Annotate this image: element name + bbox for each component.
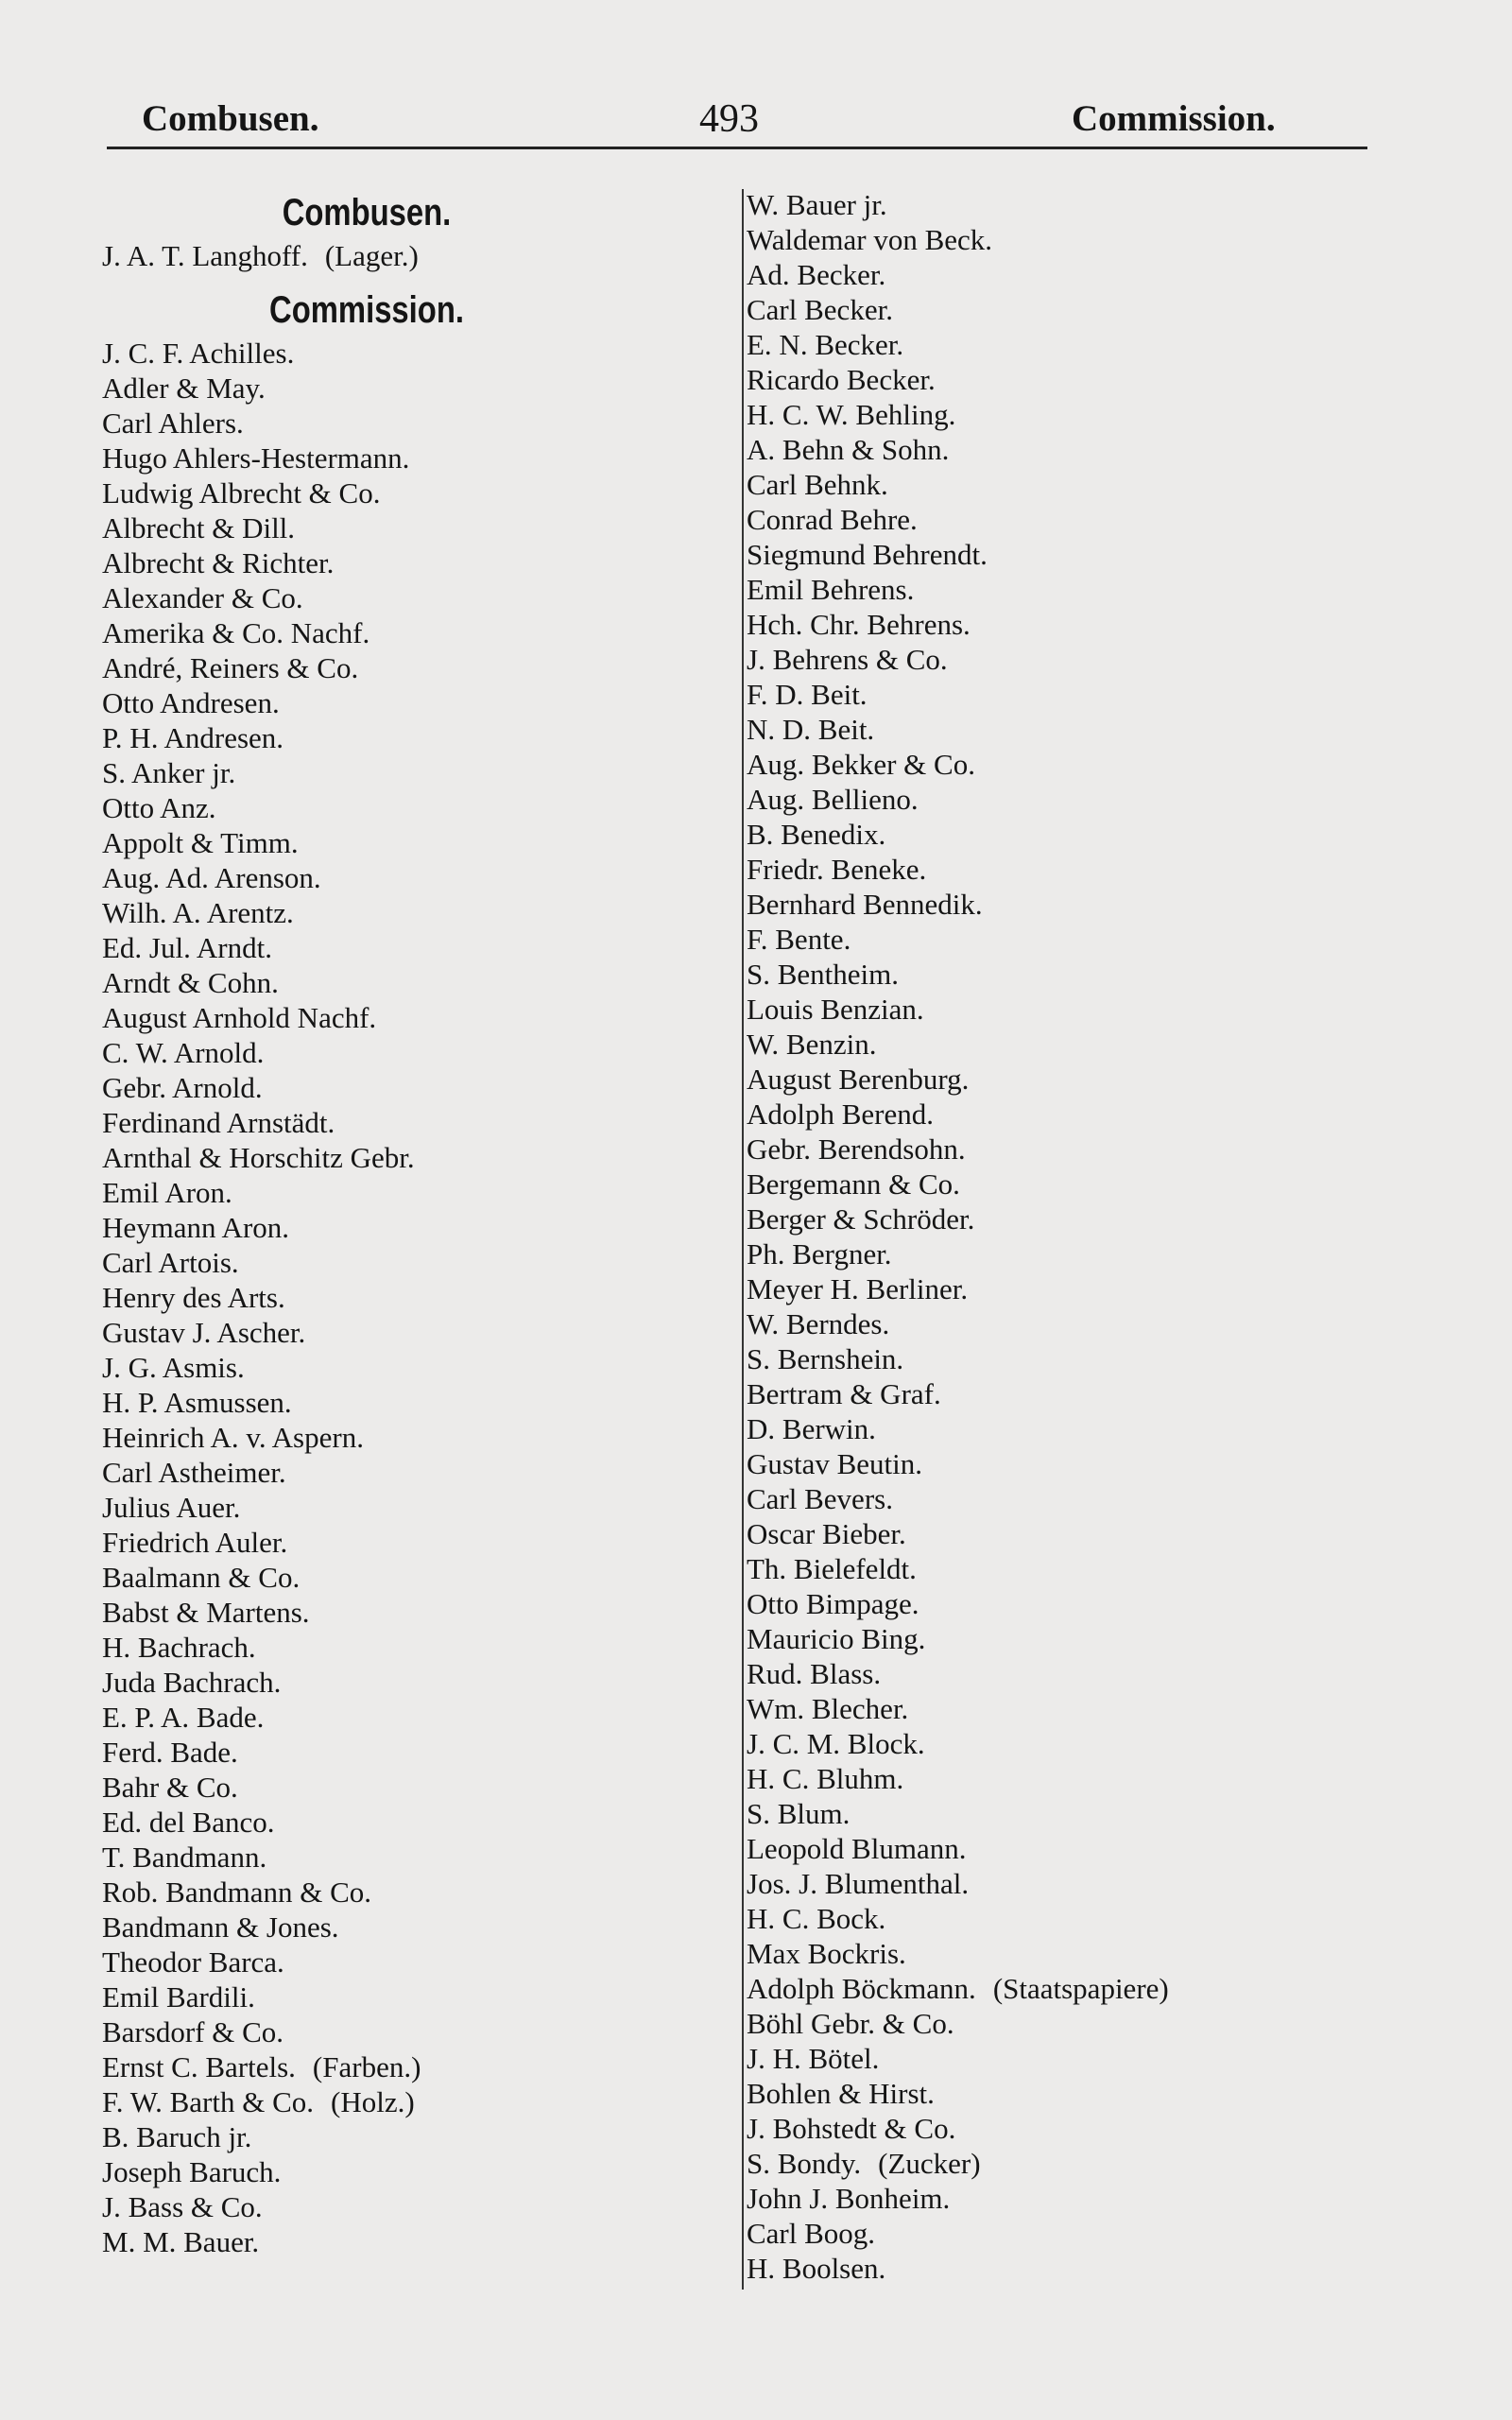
- entry-name: Otto Bimpage.: [747, 1587, 919, 1620]
- entry-name: S. Bernshein.: [747, 1342, 904, 1375]
- entry-name: Emil Aron.: [102, 1176, 232, 1209]
- list-item: [747, 2181, 1465, 2216]
- list-item: [102, 720, 726, 755]
- list-item: [747, 397, 1465, 432]
- entry-name: Gebr. Arnold.: [102, 1071, 263, 1104]
- entry-name: Arnthal & Horschitz Gebr.: [102, 1141, 415, 1174]
- combusen-list: [102, 238, 726, 273]
- list-item: [102, 580, 726, 615]
- list-item: [747, 852, 1465, 887]
- list-item: [747, 712, 1465, 747]
- entry-name: Arndt & Cohn.: [102, 966, 279, 999]
- list-item: [102, 371, 726, 406]
- entry-name: Heinrich A. v. Aspern.: [102, 1421, 364, 1454]
- entry-name: Ed. Jul. Arndt.: [102, 931, 272, 964]
- list-item: [747, 1481, 1465, 1516]
- list-item: [747, 1691, 1465, 1726]
- list-item: [102, 2224, 726, 2259]
- entry-name: Rob. Bandmann & Co.: [102, 1876, 372, 1909]
- column-divider: [742, 189, 744, 2290]
- list-item: [102, 2154, 726, 2189]
- entry-name: Bertram & Graf.: [747, 1377, 941, 1410]
- list-item: [747, 2216, 1465, 2251]
- list-item: [102, 1910, 726, 1945]
- entry-name: Otto Andresen.: [102, 686, 280, 719]
- entry-name: Carl Artois.: [102, 1246, 239, 1279]
- list-item: [102, 1875, 726, 1910]
- entry-name: Juda Bachrach.: [102, 1666, 282, 1699]
- entry-name: H. Bachrach.: [102, 1631, 256, 1664]
- entry-name: Julius Auer.: [102, 1491, 241, 1524]
- list-item: [747, 1726, 1465, 1761]
- entry-name: Aug. Bekker & Co.: [747, 748, 975, 781]
- list-item: [102, 650, 726, 685]
- entry-name: Meyer H. Berliner.: [747, 1272, 969, 1305]
- list-item: [747, 1201, 1465, 1236]
- entry-name: Wm. Blecher.: [747, 1692, 909, 1725]
- entry-name: E. N. Becker.: [747, 328, 904, 361]
- list-item: [102, 406, 726, 441]
- list-item: [747, 992, 1465, 1027]
- list-item: [747, 1866, 1465, 1901]
- entry-name: Ferd. Bade.: [102, 1736, 238, 1769]
- entry-name: H. Boolsen.: [747, 2252, 886, 2285]
- list-item: [102, 2189, 726, 2224]
- section-heading-combusen: Combusen.: [282, 192, 452, 233]
- list-item: [747, 782, 1465, 817]
- list-item: [747, 362, 1465, 397]
- list-item: [102, 1595, 726, 1630]
- entry-name: André, Reiners & Co.: [102, 651, 359, 684]
- list-item: [747, 1936, 1465, 1971]
- entry-name: Otto Anz.: [102, 791, 216, 824]
- entry-name: Mauricio Bing.: [747, 1622, 926, 1655]
- entry-name: F. Bente.: [747, 923, 851, 956]
- entry-name: J. A. T. Langhoff.: [102, 239, 308, 272]
- list-item: [747, 1236, 1465, 1271]
- entry-name: T. Bandmann.: [102, 1841, 267, 1874]
- entry-name: Friedrich Auler.: [102, 1526, 288, 1559]
- entry-name: F. W. Barth & Co.: [102, 2085, 315, 2118]
- entry-name: S. Blum.: [747, 1797, 850, 1830]
- entry-name: S. Anker jr.: [102, 756, 236, 789]
- list-item: [747, 1586, 1465, 1621]
- entry-name: B. Benedix.: [747, 818, 886, 851]
- list-item: [102, 510, 726, 545]
- list-item: [102, 615, 726, 650]
- entry-name: J. G. Asmis.: [102, 1351, 245, 1384]
- entry-name: Albrecht & Dill.: [102, 511, 296, 544]
- header-rule: [107, 147, 1367, 149]
- list-item: [747, 1551, 1465, 1586]
- list-item: [102, 1490, 726, 1525]
- list-item: [102, 545, 726, 580]
- list-item: [102, 238, 726, 273]
- list-item: [102, 1105, 726, 1140]
- entry-note: (Zucker): [878, 2147, 981, 2180]
- list-item: [747, 292, 1465, 327]
- list-item: [102, 1140, 726, 1175]
- entry-name: Baalmann & Co.: [102, 1561, 301, 1594]
- list-item: [102, 1070, 726, 1105]
- list-item: [747, 1097, 1465, 1132]
- list-item: [102, 1455, 726, 1490]
- list-item: [102, 1420, 726, 1455]
- list-item: [102, 825, 726, 860]
- list-item: [747, 817, 1465, 852]
- entry-name: D. Berwin.: [747, 1412, 876, 1445]
- entry-name: Emil Bardili.: [102, 1980, 255, 2014]
- list-item: [747, 922, 1465, 957]
- list-item: [102, 1945, 726, 1979]
- list-item: [747, 1796, 1465, 1831]
- entry-name: Aug. Bellieno.: [747, 783, 919, 816]
- entry-name: Gustav Beutin.: [747, 1447, 922, 1480]
- entry-name: B. Baruch jr.: [102, 2120, 252, 2153]
- entry-name: C. W. Arnold.: [102, 1036, 265, 1069]
- entry-name: Adler & May.: [102, 372, 266, 405]
- list-item: [102, 755, 726, 790]
- entry-name: J. C. F. Achilles.: [102, 337, 295, 370]
- list-item: [102, 1700, 726, 1735]
- entry-name: Carl Boog.: [747, 2217, 876, 2250]
- list-item: [747, 327, 1465, 362]
- entry-name: H. C. Bluhm.: [747, 1762, 904, 1795]
- list-item: [102, 1210, 726, 1245]
- entry-name: Gustav J. Ascher.: [102, 1316, 306, 1349]
- list-item: [747, 957, 1465, 992]
- entry-name: Oscar Bieber.: [747, 1517, 906, 1550]
- entry-name: Bernhard Bennedik.: [747, 888, 983, 921]
- entry-name: Berger & Schröder.: [747, 1202, 975, 1236]
- list-item: [747, 1831, 1465, 1866]
- list-item: [747, 747, 1465, 782]
- entry-name: W. Bauer jr.: [747, 188, 887, 221]
- list-item: [102, 2084, 726, 2119]
- entry-name: S. Bentheim.: [747, 958, 900, 991]
- page-number: 493: [699, 97, 759, 141]
- entry-name: Hugo Ahlers-Hestermann.: [102, 441, 410, 475]
- entry-name: Carl Astheimer.: [102, 1456, 286, 1489]
- entry-note: (Farben.): [312, 2050, 421, 2083]
- list-item: [102, 475, 726, 510]
- entry-note: (Staatspapiere): [992, 1972, 1169, 2005]
- entry-note: (Lager.): [324, 239, 419, 272]
- entry-name: Amerika & Co. Nachf.: [102, 616, 370, 649]
- list-item: [102, 1385, 726, 1420]
- entry-name: Ed. del Banco.: [102, 1806, 275, 1839]
- list-item: [747, 1341, 1465, 1376]
- entry-name: E. P. A. Bade.: [102, 1701, 265, 1734]
- entry-name: Bergemann & Co.: [747, 1167, 960, 1201]
- commission-list-right: [747, 187, 1465, 2286]
- list-item: [747, 1656, 1465, 1691]
- list-item: [747, 1027, 1465, 1062]
- list-item: [747, 1761, 1465, 1796]
- entry-name: Carl Behnk.: [747, 468, 888, 501]
- entry-name: Waldemar von Beck.: [747, 223, 993, 256]
- list-item: [747, 2251, 1465, 2286]
- list-item: [747, 2146, 1465, 2181]
- list-item: [747, 642, 1465, 677]
- entry-name: Ph. Bergner.: [747, 1237, 892, 1270]
- entry-name: Joseph Baruch.: [102, 2155, 282, 2188]
- list-item: [747, 1132, 1465, 1167]
- list-item: [102, 1665, 726, 1700]
- entry-name: W. Benzin.: [747, 1028, 877, 1061]
- entry-name: Bandmann & Jones.: [102, 1910, 339, 1944]
- list-item: [102, 1350, 726, 1385]
- entry-name: M. M. Bauer.: [102, 2225, 260, 2258]
- entry-name: Th. Bielefeldt.: [747, 1552, 917, 1585]
- list-item: [102, 1840, 726, 1875]
- entry-name: J. Bohstedt & Co.: [747, 2112, 956, 2145]
- entry-name: Hch. Chr. Behrens.: [747, 608, 971, 641]
- list-item: [747, 1306, 1465, 1341]
- list-item: [102, 1280, 726, 1315]
- entry-name: Rud. Blass.: [747, 1657, 882, 1690]
- list-item: [102, 790, 726, 825]
- entry-name: Ad. Becker.: [747, 258, 886, 291]
- entry-name: P. H. Andresen.: [102, 721, 284, 754]
- entry-name: J. H. Bötel.: [747, 2042, 880, 2075]
- entry-name: Siegmund Behrendt.: [747, 538, 988, 571]
- list-item: [747, 607, 1465, 642]
- entry-name: S. Bondy.: [747, 2147, 862, 2180]
- entry-name: W. Berndes.: [747, 1307, 890, 1340]
- right-column: [747, 187, 1465, 2286]
- list-item: [747, 1901, 1465, 1936]
- entry-name: Theodor Barca.: [102, 1945, 284, 1979]
- entry-name: Ferdinand Arnstädt.: [102, 1106, 335, 1139]
- entry-name: Ricardo Becker.: [747, 363, 936, 396]
- entry-name: Emil Behrens.: [747, 573, 915, 606]
- list-item: [747, 1446, 1465, 1481]
- entry-name: J. Bass & Co.: [102, 2190, 263, 2223]
- list-item: [102, 336, 726, 371]
- list-item: [747, 1271, 1465, 1306]
- entry-name: J. Behrens & Co.: [747, 643, 948, 676]
- list-item: [102, 2049, 726, 2084]
- entry-name: H. C. Bock.: [747, 1902, 886, 1935]
- list-item: [747, 2041, 1465, 2076]
- entry-name: Max Bockris.: [747, 1937, 906, 1970]
- section-heading-commission: Commission.: [269, 289, 464, 331]
- list-item: [102, 1805, 726, 1840]
- entry-name: Aug. Ad. Arenson.: [102, 861, 321, 894]
- entry-name: Böhl Gebr. & Co.: [747, 2007, 954, 2040]
- list-item: [747, 1062, 1465, 1097]
- entry-name: A. Behn & Sohn.: [747, 433, 950, 466]
- list-item: [102, 895, 726, 930]
- list-item: [102, 441, 726, 475]
- list-item: [747, 1621, 1465, 1656]
- list-item: [747, 1376, 1465, 1411]
- entry-name: Henry des Arts.: [102, 1281, 285, 1314]
- entry-name: Conrad Behre.: [747, 503, 918, 536]
- list-item: [747, 537, 1465, 572]
- list-item: [102, 1315, 726, 1350]
- entry-name: Friedr. Beneke.: [747, 853, 927, 886]
- list-item: [102, 2014, 726, 2049]
- entry-name: Ludwig Albrecht & Co.: [102, 476, 381, 510]
- list-item: [102, 1770, 726, 1805]
- list-item: [747, 1411, 1465, 1446]
- entry-name: Babst & Martens.: [102, 1596, 310, 1629]
- entry-name: Leopold Blumann.: [747, 1832, 967, 1865]
- entry-name: Alexander & Co.: [102, 581, 303, 614]
- list-item: [102, 1979, 726, 2014]
- entry-name: Appolt & Timm.: [102, 826, 299, 859]
- list-item: [102, 1630, 726, 1665]
- entry-name: Jos. J. Blumenthal.: [747, 1867, 970, 1900]
- list-item: [747, 2111, 1465, 2146]
- list-item: [747, 2006, 1465, 2041]
- list-item: [102, 965, 726, 1000]
- entry-name: Bohlen & Hirst.: [747, 2077, 935, 2110]
- list-item: [102, 1000, 726, 1035]
- entry-name: Louis Benzian.: [747, 993, 924, 1026]
- entry-name: Bahr & Co.: [102, 1771, 238, 1804]
- list-item: [102, 1735, 726, 1770]
- entry-name: Heymann Aron.: [102, 1211, 290, 1244]
- list-item: [747, 572, 1465, 607]
- list-item: [102, 1175, 726, 1210]
- list-item: [747, 2076, 1465, 2111]
- list-item: [747, 1971, 1465, 2006]
- entry-name: Adolph Böckmann.: [747, 1972, 976, 2005]
- entry-name: August Berenburg.: [747, 1063, 970, 1096]
- entry-name: August Arnhold Nachf.: [102, 1001, 377, 1034]
- list-item: [102, 1035, 726, 1070]
- commission-list-left: [102, 336, 726, 2259]
- entry-name: John J. Bonheim.: [747, 2182, 951, 2215]
- list-item: [747, 187, 1465, 222]
- entry-name: Albrecht & Richter.: [102, 546, 335, 579]
- left-column: [102, 187, 726, 2259]
- list-item: [102, 930, 726, 965]
- list-item: [747, 677, 1465, 712]
- list-item: [747, 1516, 1465, 1551]
- entry-name: Adolph Berend.: [747, 1098, 935, 1131]
- list-item: [102, 860, 726, 895]
- list-item: [102, 1245, 726, 1280]
- entry-name: Carl Bevers.: [747, 1482, 893, 1515]
- list-item: [747, 1167, 1465, 1201]
- list-item: [747, 887, 1465, 922]
- entry-name: H. C. W. Behling.: [747, 398, 956, 431]
- entry-name: H. P. Asmussen.: [102, 1386, 292, 1419]
- entry-name: Carl Ahlers.: [102, 406, 244, 440]
- entry-name: Carl Becker.: [747, 293, 893, 326]
- list-item: [747, 222, 1465, 257]
- entry-name: Ernst C. Bartels.: [102, 2050, 296, 2083]
- list-item: [102, 2119, 726, 2154]
- entry-name: Wilh. A. Arentz.: [102, 896, 294, 929]
- list-item: [747, 502, 1465, 537]
- entry-name: J. C. M. Block.: [747, 1727, 925, 1760]
- entry-name: N. D. Beit.: [747, 713, 875, 746]
- list-item: [102, 1525, 726, 1560]
- list-item: [102, 1560, 726, 1595]
- running-head-right: Commission.: [1072, 98, 1276, 139]
- list-item: [747, 257, 1465, 292]
- entry-note: (Holz.): [331, 2085, 415, 2118]
- entry-name: Gebr. Berendsohn.: [747, 1132, 966, 1166]
- list-item: [747, 467, 1465, 502]
- entry-name: F. D. Beit.: [747, 678, 868, 711]
- entry-name: Barsdorf & Co.: [102, 2015, 284, 2048]
- list-item: [102, 685, 726, 720]
- list-item: [747, 432, 1465, 467]
- running-head-left: Combusen.: [142, 98, 319, 139]
